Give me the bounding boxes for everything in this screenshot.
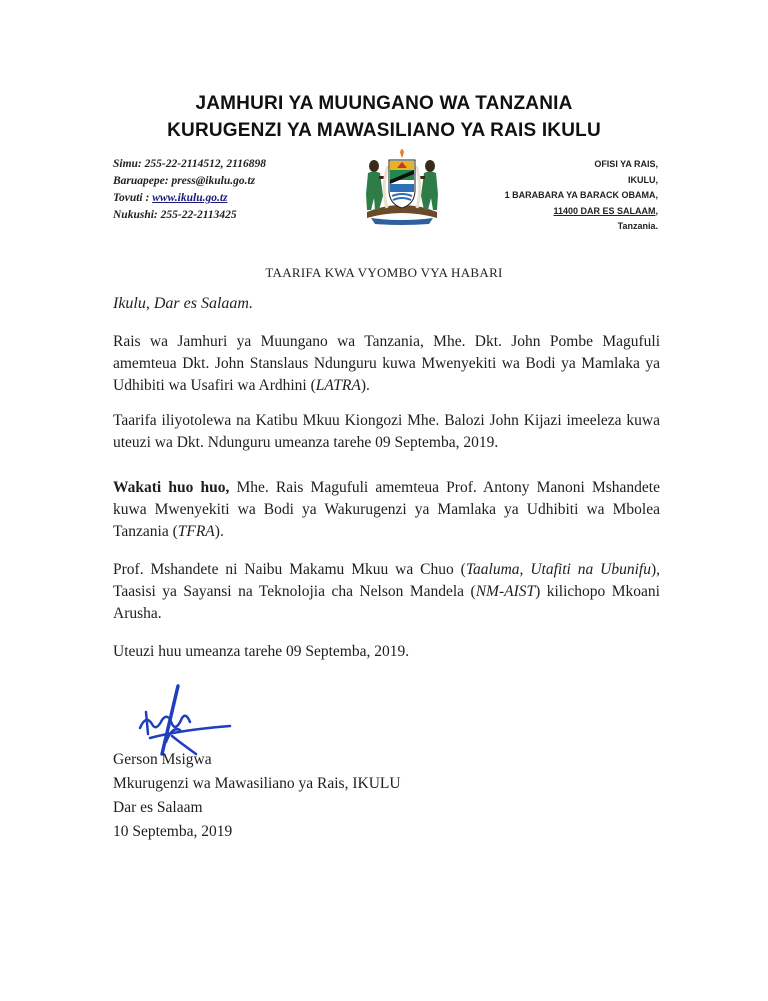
paragraph-4-text: Prof. Mshandete ni Naibu Makamu Mkuu wa Chuo (: [113, 561, 466, 578]
contact-block: [113, 156, 266, 224]
address-block: [505, 157, 658, 235]
address-line-city: 11400 DAR ES SALAAM,: [553, 205, 658, 216]
signatory-title: Mkurugenzi wa Mawasiliano ya Rais, IKULU: [113, 775, 401, 792]
paragraph-3-text: Mhe. Rais Magufuli amemteua Prof. Antony Manoni Mshandete kuwa Mwenyekiti wa Bodi ya Wakurugenzi ya Mamlaka ya Udhibiti wa Mbolea Tanzania (: [113, 479, 660, 540]
paragraph-1: [113, 331, 660, 397]
paragraph-4: [113, 559, 660, 625]
signature-city: Dar es Salaam: [113, 799, 203, 816]
coat-of-arms-icon: [357, 146, 447, 226]
nm-aist-abbreviation: NM-AIST: [475, 583, 536, 600]
paragraph-4-field: Taaluma, Utafiti na Ubunifu: [465, 561, 651, 578]
paragraph-5: Uteuzi huu umeanza tarehe 09 Septemba, 2019.: [113, 643, 410, 660]
paragraph-2: Taarifa iliyotolewa na Katibu Mkuu Kiongozi Mhe. Balozi John Kijazi imeeleza kuwa uteuzi wa Dkt. Ndunguru umeanza tarehe 09 Septemba, 2019.: [113, 412, 660, 451]
tfra-abbreviation: TFRA: [177, 523, 215, 540]
signature-block: [113, 748, 401, 844]
dateline-place: Ikulu, Dar es Salaam.: [113, 295, 253, 312]
latra-abbreviation: LATRA: [315, 377, 361, 394]
address-line-ikulu: IKULU,: [628, 174, 658, 185]
email-line: Baruapepe: press@ikulu.go.tz: [113, 175, 256, 187]
address-line-country: Tanzania.: [617, 221, 658, 231]
paragraph-1-end: ).: [360, 377, 370, 394]
paragraph-4-end: ) kilichopo Mkoani Arusha.: [113, 583, 660, 622]
fax-line: Nukushi: 255-22-2113425: [113, 209, 237, 221]
signature-date: 10 Septemba, 2019: [113, 823, 233, 840]
signatory-name: Gerson Msigwa: [113, 751, 212, 768]
letterhead-subtitle: KURUGENZI YA MAWASILIANO YA RAIS IKULU: [167, 120, 601, 141]
paragraph-3-end: ).: [214, 523, 224, 540]
website-line: [113, 190, 266, 207]
document-heading: TAARIFA KWA VYOMBO VYA HABARI: [265, 265, 503, 280]
letterhead-title: JAMHURI YA MUUNGANO WA TANZANIA: [195, 93, 573, 114]
paragraph-4-middle: ), Taasisi ya Sayansi na Teknolojia cha Nelson Mandela (: [113, 561, 661, 600]
paragraph-3: [113, 477, 660, 543]
website-link[interactable]: www.ikulu.go.tz: [152, 192, 228, 204]
address-line-office: OFISI YA RAIS,: [594, 159, 658, 169]
paragraph-1-text: Rais wa Jamhuri ya Muungano wa Tanzania, Mhe. Dkt. John Pombe Magufuli amemteua Dkt. John Stanslaus Ndunguru kuwa Mwenyekiti wa Bodi ya Mamlaka ya Udhibiti wa Usafiri wa Ardhini (: [113, 333, 660, 394]
phone-line: Simu: 255-22-2114512, 2116898: [113, 158, 267, 170]
website-label: Tovuti :: [113, 192, 153, 204]
address-line-street: 1 BARABARA YA BARACK OBAMA,: [504, 190, 658, 200]
paragraph-3-lead: Wakati huo huo,: [113, 479, 230, 496]
